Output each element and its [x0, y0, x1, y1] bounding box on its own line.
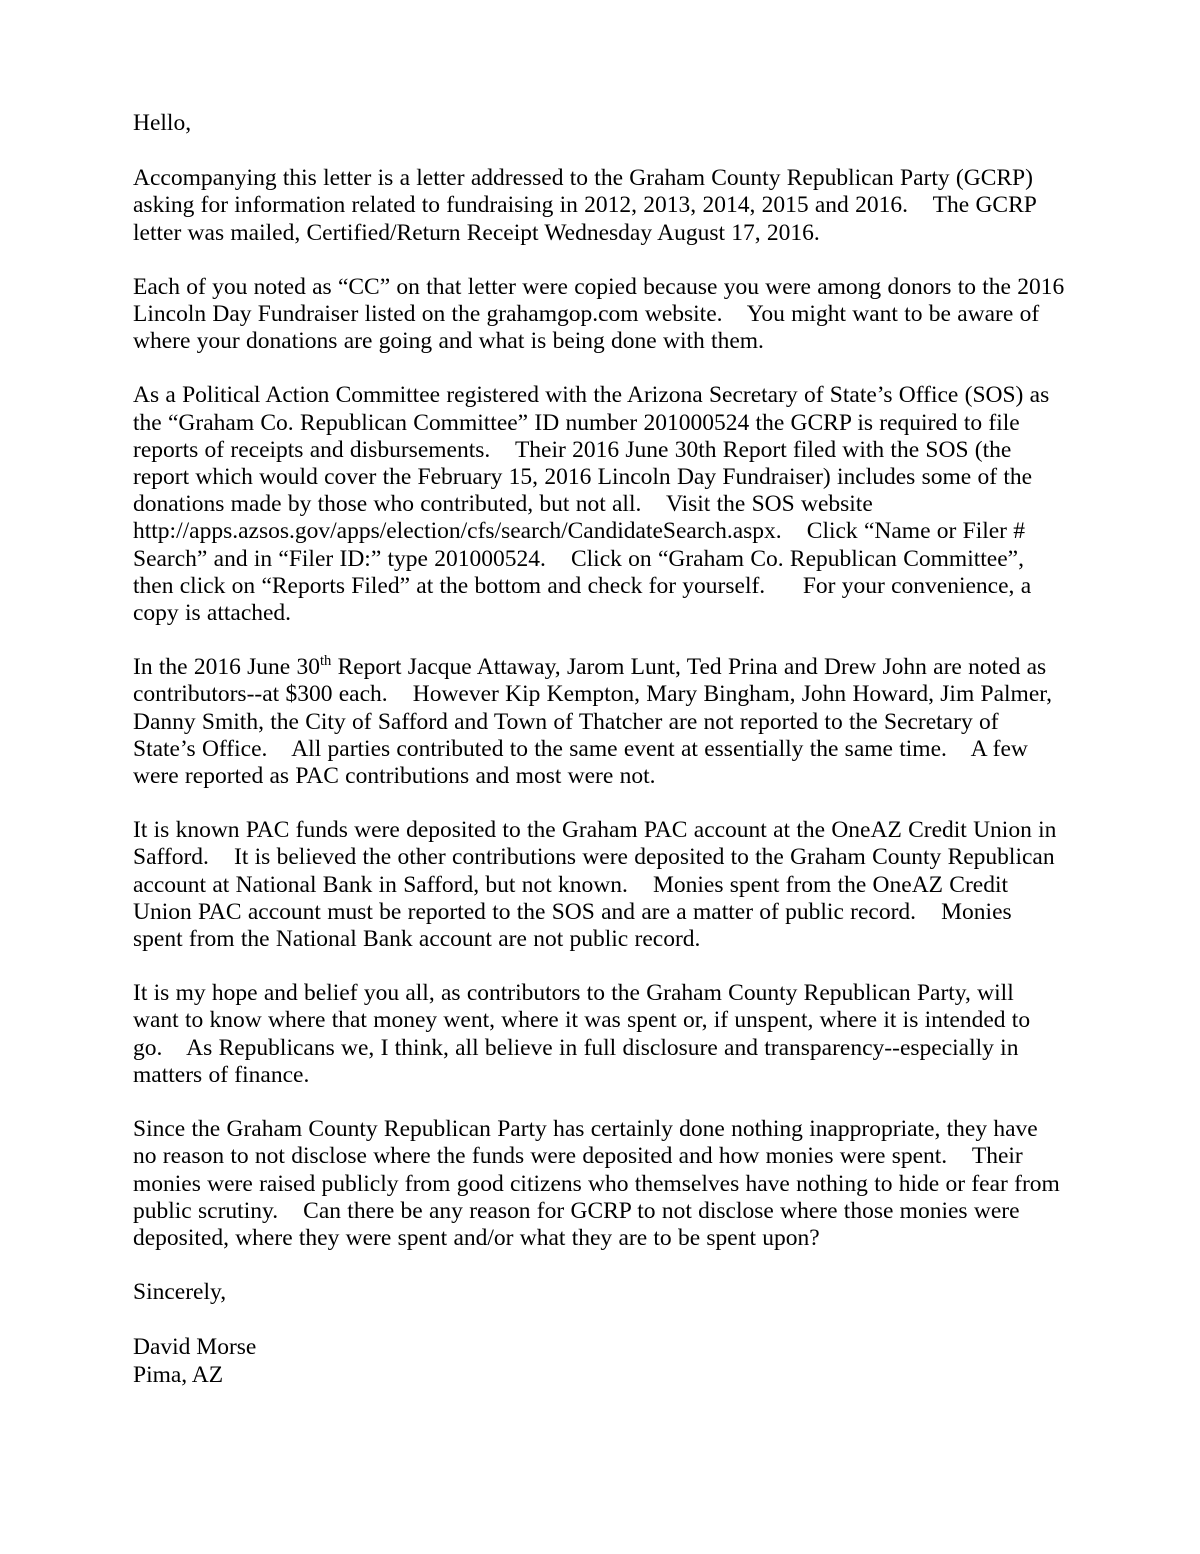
signature-name: David Morse: [133, 1334, 257, 1361]
contributors-text-after-ordinal: Report Jacque Attaway, Jarom Lunt, Ted Prina and Drew John are noted as contributors--at $300 each. However Kip Kempton, Mary Bingham, John Howard, Jim Palmer, Danny Smith, the City of Safford and Town of Thatcher are not reported to the Secretary of State’s Office. All parties contributed to the same event at essentially the same time. A few were reported as PAC contributions and most were not.: [133, 654, 1059, 790]
signature-block: [133, 1334, 1065, 1388]
paragraph-accompanying-letter: Accompanying this letter is a letter addressed to the Graham County Republican Party (GCRP) asking for information related to fundraising in 2012, 2013, 2014, 2015 and 2016. The GCRP letter was mailed, Certified/Return Receipt Wednesday August 17, 2016.: [133, 165, 1043, 246]
paragraph-disclosure-request: Since the Graham County Republican Party has certainly done nothing inappropriate, they have no reason to not disclose where the funds were deposited and how monies were spent. Their monies were raised publicly from good citizens who themselves have nothing to hide or fear from public scrutiny. Can there be any reason for GCRP to not disclose where those monies were deposited, where they were spent and/or what they are to be spent upon?: [133, 1116, 1067, 1251]
ordinal-suffix: th: [319, 653, 332, 670]
paragraph-cc-donors: Each of you noted as “CC” on that letter were copied because you were among donors to the 2016 Lincoln Day Fundraiser listed on the grahamgop.com website. You might want to be aware of where your donations are going and what is being done with them.: [133, 273, 1071, 355]
contributors-text-before-ordinal: In the 2016 June 30: [133, 654, 320, 681]
signature-location: Pima, AZ: [133, 1361, 224, 1388]
paragraph-hope-and-belief: It is my hope and belief you all, as contributors to the Graham County Republican Party, will want to know where that money went, where it was spent or, if unspent, where it is intended to go. As Republicans we, I think, all believe in full disclosure and transparency--especially in matters of finance.: [133, 980, 1037, 1088]
paragraph-pac-funds-deposits: It is known PAC funds were deposited to the Graham PAC account at the OneAZ Credit Union in Safford. It is believed the other contributions were deposited to the Graham County Republican account at National Bank in Safford, but not known. Monies spent from the OneAZ Credit Union PAC account must be reported to the SOS and are a matter of public record. Monies spent from the National Bank account are not public record.: [133, 817, 1063, 953]
salutation: Hello,: [133, 110, 192, 136]
paragraph-contributors: [133, 654, 1065, 790]
letter-body: [133, 110, 1071, 1389]
closing: Sincerely,: [133, 1279, 227, 1306]
paragraph-pac-registration: As a Political Action Committee registered with the Arizona Secretary of State’s Office (SOS) as the “Graham Co. Republican Committee” ID number 201000524 the GCRP is required to file reports of receipts and disbursements. Their 2016 June 30th Report filed with the SOS (the report which would cover the February 15, 2016 Lincoln Day Fundraiser) includes some of the donations made by those who contributed, but not all. Visit the SOS website http://apps.azsos.gov/apps/election/cfs/search/CandidateSearch.aspx. Click “Name or Filer # Search” and in “Filer ID:” type 201000524. Click on “Graham Co. Republican Committee”, then click on “Reports Filed” at the bottom and check for yourself. For your convenience, a copy is attached.: [133, 382, 1056, 627]
